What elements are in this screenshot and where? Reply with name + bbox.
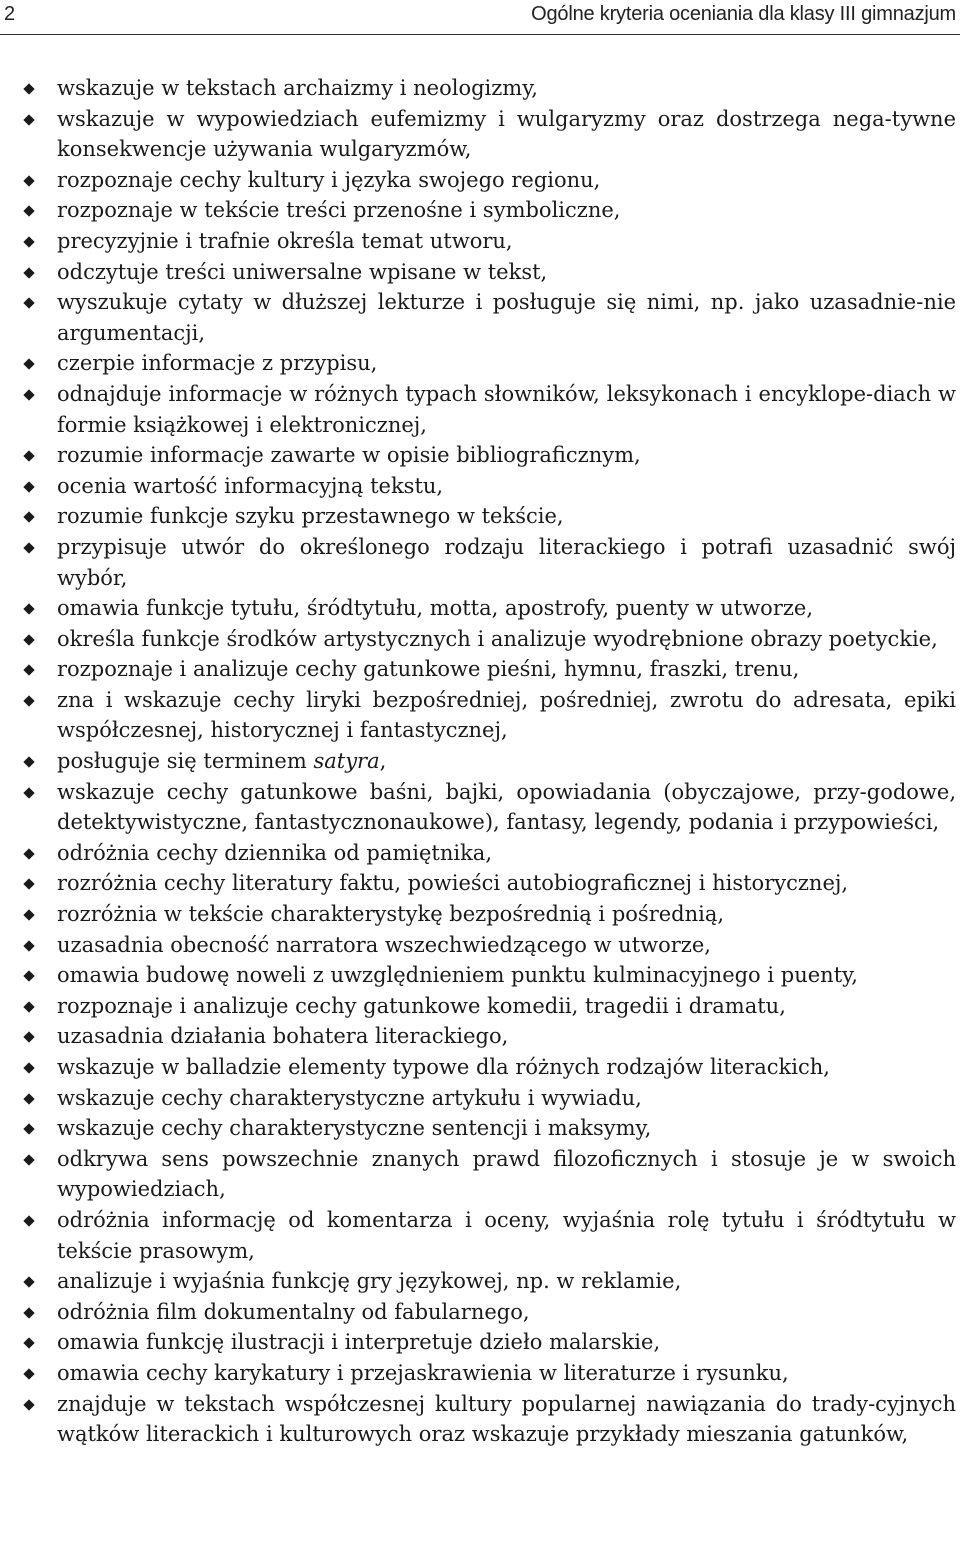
diamond-bullet-icon (23, 909, 34, 920)
list-item (0, 287, 960, 348)
list-item (0, 348, 960, 379)
diamond-bullet-icon (23, 634, 34, 645)
list-item (0, 1083, 960, 1114)
list-item-text: odnajduje informacje w różnych typach słowników, leksykonach i encyklope-diach w formie książkowej i elektronicznej, (57, 381, 956, 437)
diamond-bullet-icon (23, 1032, 34, 1043)
list-item (0, 440, 960, 471)
diamond-bullet-icon (23, 1399, 34, 1410)
list-item (0, 685, 960, 746)
diamond-bullet-icon (23, 695, 34, 706)
list-item-text: omawia cechy karykatury i przejaskrawienia w literaturze i rysunku, (57, 1360, 789, 1385)
diamond-bullet-icon (23, 879, 34, 890)
list-item (0, 532, 960, 593)
diamond-bullet-icon (23, 971, 34, 982)
list-item-text: przypisuje utwór do określonego rodzaju literackiego i potrafi uzasadnić swój wybór, (57, 534, 956, 590)
list-item (0, 1266, 960, 1297)
diamond-bullet-icon (23, 512, 34, 523)
diamond-bullet-icon (23, 1276, 34, 1287)
list-item-text: czerpie informacje z przypisu, (57, 351, 378, 376)
diamond-bullet-icon (23, 1215, 34, 1226)
list-item-text: omawia funkcje tytułu, śródtytułu, motta, apostrofy, puenty w utworze, (57, 596, 814, 621)
list-item (0, 930, 960, 961)
diamond-bullet-icon (23, 1062, 34, 1073)
diamond-bullet-icon (23, 236, 34, 247)
list-item (0, 746, 960, 777)
list-item-text: wskazuje cechy charakterystyczne artykułu i wywiadu, (57, 1085, 642, 1110)
list-item-text: analizuje i wyjaśnia funkcję gry językowej, np. w reklamie, (57, 1269, 682, 1294)
list-item-text: uzasadnia działania bohatera literackiego, (57, 1024, 509, 1049)
list-item-text: wskazuje w tekstach archaizmy i neologizmy, (57, 76, 538, 100)
list-item (0, 165, 960, 196)
list-item-text: rozróżnia cechy literatury faktu, powieści autobiograficznej i historycznej, (57, 871, 849, 896)
list-item-text: ocenia wartość informacyjną tekstu, (57, 473, 444, 498)
list-item-text: odróżnia film dokumentalny od fabularnego, (57, 1299, 530, 1324)
list-item (0, 868, 960, 899)
diamond-bullet-icon (23, 1124, 34, 1135)
list-item (0, 379, 960, 440)
list-item-text: rozpoznaje i analizuje cechy gatunkowe komedii, tragedii i dramatu, (57, 993, 786, 1018)
list-item (0, 991, 960, 1022)
list-item-text: precyzyjnie i trafnie określa temat utworu, (57, 228, 513, 253)
diamond-bullet-icon (23, 1307, 34, 1318)
list-item-text: wyszukuje cytaty w dłuższej lekturze i posługuje się nimi, np. jako uzasadnie-nie argumentacji, (57, 290, 956, 345)
diamond-bullet-icon (23, 940, 34, 951)
list-item (0, 1144, 960, 1205)
list-item-text: rozpoznaje i analizuje cechy gatunkowe pieśni, hymnu, fraszki, trenu, (57, 657, 800, 682)
list-item (0, 1021, 960, 1052)
list-item-text: wskazuje w balladzie elementy typowe dla różnych rodzajów literackich, (57, 1055, 830, 1079)
diamond-bullet-icon (23, 175, 34, 186)
diamond-bullet-icon (23, 83, 34, 94)
list-item (0, 1358, 960, 1389)
criteria-list (0, 73, 960, 1450)
list-item (0, 1205, 960, 1266)
diamond-bullet-icon (23, 1001, 34, 1012)
list-item (0, 1297, 960, 1328)
list-item (0, 1389, 960, 1450)
list-item-text: wskazuje cechy charakterystyczne sentencji i maksymy, (57, 1116, 652, 1141)
diamond-bullet-icon (23, 206, 34, 217)
diamond-bullet-icon (23, 1338, 34, 1349)
list-item-text: rozumie informacje zawarte w opisie bibliograficznym, (57, 443, 641, 468)
diamond-bullet-icon (23, 665, 34, 676)
diamond-bullet-icon (23, 542, 34, 553)
list-item-text: zna i wskazuje cechy liryki bezpośredniej, pośredniej, zwrotu do adresata, epiki współczesnej, historycznej i fantastycznej, (57, 687, 956, 743)
list-item (0, 838, 960, 869)
list-item (0, 624, 960, 655)
list-item-text: rozpoznaje cechy kultury i języka swojego regionu, (57, 167, 601, 192)
list-item-text: omawia funkcję ilustracji i interpretuje dzieło malarskie, (57, 1330, 661, 1355)
list-item (0, 777, 960, 838)
diamond-bullet-icon (23, 756, 34, 767)
list-item (0, 1113, 960, 1144)
page-header (0, 0, 960, 35)
running-title: Ogólne kryteria oceniania dla klasy III gimnazjum (531, 3, 956, 25)
list-item-text: określa funkcje środków artystycznych i analizuje wyodrębnione obrazy poetyckie, (57, 626, 938, 651)
list-item (0, 593, 960, 624)
diamond-bullet-icon (23, 297, 34, 308)
list-item-text: uzasadnia obecność narratora wszechwiedzącego w utworze, (57, 932, 711, 957)
list-item (0, 501, 960, 532)
list-item-text: znajduje w tekstach współczesnej kultury popularnej nawiązania do trady-cyjnych wątków literackich i kulturowych oraz wskazuje przykłady mieszania gatunków, (57, 1391, 956, 1447)
diamond-bullet-icon (23, 267, 34, 278)
list-item (0, 257, 960, 288)
diamond-bullet-icon (23, 603, 34, 614)
list-item-text: wskazuje w wypowiedziach eufemizmy i wulgaryzmy oraz dostrzega nega-tywne konsekwencje używania wulgaryzmów, (57, 106, 956, 162)
diamond-bullet-icon (23, 1093, 34, 1104)
list-item (0, 899, 960, 930)
list-item (0, 1327, 960, 1358)
list-item (0, 960, 960, 991)
list-item (0, 226, 960, 257)
diamond-bullet-icon (23, 114, 34, 125)
diamond-bullet-icon (23, 389, 34, 400)
list-item-text: odróżnia cechy dziennika od pamiętnika, (57, 840, 493, 865)
italic-term: satyra (313, 749, 380, 774)
list-item-text: posługuje się terminem (57, 749, 314, 774)
list-item-text: rozróżnia w tekście charakterystykę bezpośrednią i pośrednią, (57, 902, 725, 927)
page-number: 2 (4, 3, 16, 25)
list-item-text: odkrywa sens powszechnie znanych prawd filozoficznych i stosuje je w swoich wypowiedziach, (57, 1146, 956, 1202)
diamond-bullet-icon (23, 481, 34, 492)
diamond-bullet-icon (23, 359, 34, 370)
list-item-text: wskazuje cechy gatunkowe baśni, bajki, opowiadania (obyczajowe, przy-godowe, detektywistyczne, fantastycznonaukowe), fantasy, legendy, podania i przypowieści, (57, 779, 956, 835)
list-item-text: odczytuje treści uniwersalne wpisane w tekst, (57, 259, 548, 284)
list-item (0, 1052, 960, 1083)
list-item-text: rozumie funkcje szyku przestawnego w tekście, (57, 504, 564, 529)
list-item (0, 195, 960, 226)
list-item-punctuation: , (379, 749, 387, 774)
list-item-text: odróżnia informację od komentarza i oceny, wyjaśnia rolę tytułu i śródtytułu w tekście prasowym, (57, 1207, 956, 1263)
list-item (0, 654, 960, 685)
list-item (0, 73, 960, 104)
list-item-text: omawia budowę noweli z uwzględnieniem punktu kulminacyjnego i puenty, (57, 963, 858, 988)
diamond-bullet-icon (23, 848, 34, 859)
list-item (0, 471, 960, 502)
diamond-bullet-icon (23, 1154, 34, 1165)
diamond-bullet-icon (23, 450, 34, 461)
list-item-text: rozpoznaje w tekście treści przenośne i symboliczne, (57, 198, 621, 223)
diamond-bullet-icon (23, 787, 34, 798)
list-item (0, 104, 960, 165)
diamond-bullet-icon (23, 1368, 34, 1379)
